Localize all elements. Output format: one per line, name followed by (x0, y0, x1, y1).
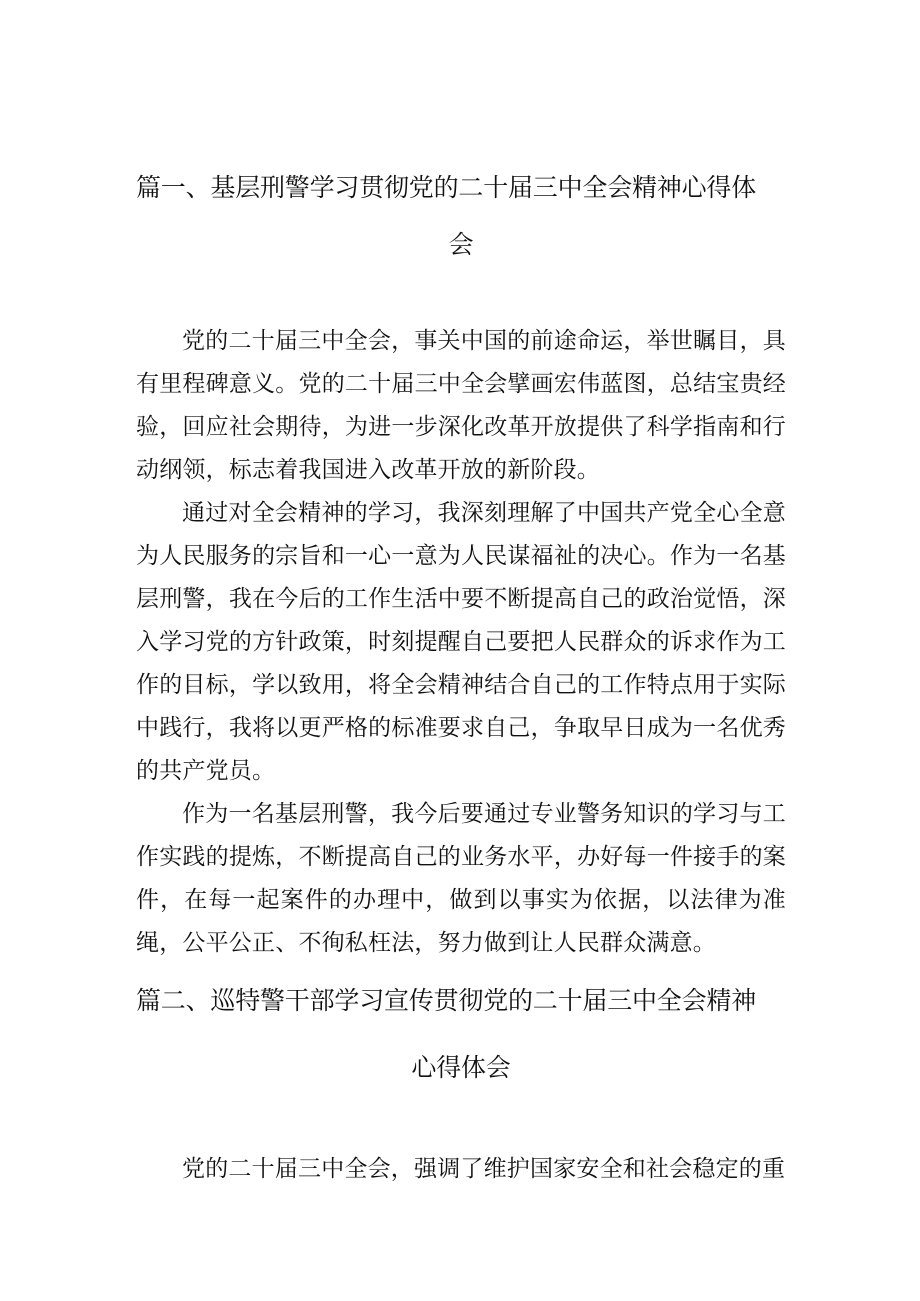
section-2-paragraph-1: 党的二十届三中全会，强调了维护国家安全和社会稳定的重 (182, 1156, 786, 1182)
section-1-paragraph-3: 作为一名基层刑警，我今后要通过专业警务知识的学习与工作实践的提炼，不断提高自己的业务水平，办好每一件接手的案件，在每一起案件的办理中，做到以事实为依据，以法律为准绳，公平公正、不徇私枉法，努力做到让人民群众满意。 (136, 801, 786, 956)
section-1-paragraph-1: 党的二十届三中全会，事关中国的前途命运，举世瞩目，具有里程碑意义。党的二十届三中全会擘画宏伟蓝图，总结宝贵经验，回应社会期待，为进一步深化改革开放提供了科学指南和行动纲领，标志着我国进入改革开放的新阶段。 (136, 328, 786, 483)
section-2-title-line-1: 篇二、巡特警干部学习宣传贯彻党的二十届三中全会精神 (136, 986, 757, 1015)
section-1-paragraph-2: 通过对全会精神的学习，我深刻理解了中国共产党全心全意为人民服务的宗旨和一心一意为人民谋福祉的决心。作为一名基层刑警，我在今后的工作生活中要不断提高自己的政治觉悟，深入学习党的方针政策，时刻提醒自己要把人民群众的诉求作为工作的目标，学以致用，将全会精神结合自己的工作特点用于实际中践行，我将以更严格的标准要求自己，争取早日成为一名优秀的共产党员。 (136, 500, 786, 784)
section-2-title-line-2: 心得体会 (411, 1053, 511, 1082)
section-1-title-line-1: 篇一、基层刑警学习贯彻党的二十届三中全会精神心得体 (136, 173, 757, 202)
section-1-title-line-2: 会 (448, 230, 474, 259)
